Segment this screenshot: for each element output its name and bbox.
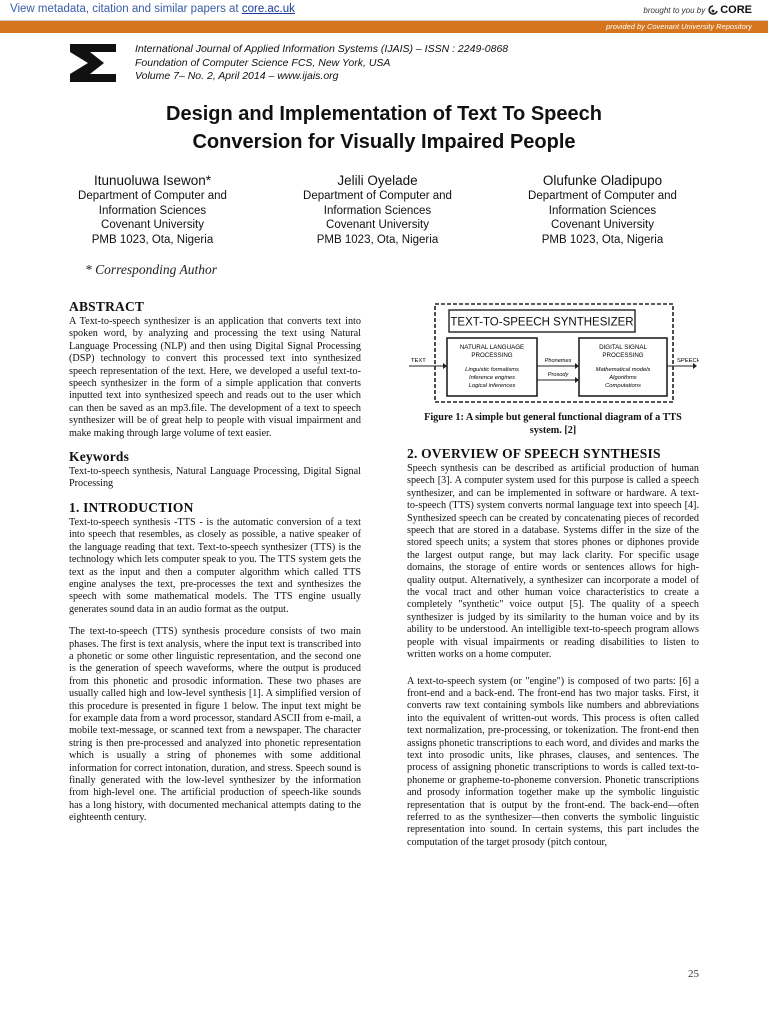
provided-by-bar bbox=[0, 21, 768, 33]
core-banner bbox=[0, 0, 768, 32]
prosody-label: Prosody bbox=[547, 372, 569, 378]
page-number: 25 bbox=[688, 968, 699, 980]
tts-diagram-svg bbox=[407, 300, 699, 406]
dsp-title-1: DIGITAL SIGNAL bbox=[599, 344, 647, 351]
right-column bbox=[407, 298, 699, 849]
nlp-item: Logical inferences bbox=[468, 383, 516, 389]
left-column bbox=[69, 298, 361, 825]
keywords-text: Text-to-speech synthesis, Natural Language Processing, Digital Signal Processing bbox=[69, 466, 361, 490]
author-name: Olufunke Oladipupo bbox=[542, 173, 663, 188]
nlp-title-1: NATURAL LANGUAGE bbox=[459, 344, 525, 351]
phonemes-label: Phonemes bbox=[544, 358, 572, 364]
author-name: Jelili Oyelade bbox=[337, 173, 418, 188]
metadata-text: View metadata, citation and similar papers at bbox=[10, 3, 239, 15]
author-name: Itunuoluwa Isewon* bbox=[93, 173, 212, 188]
author-dept-2: Information Sciences bbox=[548, 204, 657, 217]
author-block bbox=[265, 172, 490, 247]
metadata-link-text bbox=[10, 3, 295, 15]
author-university: Covenant University bbox=[101, 219, 204, 231]
core-brand: CORE bbox=[720, 4, 752, 16]
author-dept-1: Department of Computer and bbox=[78, 190, 227, 202]
author-dept-1: Department of Computer and bbox=[528, 190, 677, 202]
core-banner-row bbox=[0, 0, 768, 21]
author-block bbox=[40, 172, 265, 247]
dsp-title-2: PROCESSING bbox=[602, 352, 644, 359]
author-university: Covenant University bbox=[551, 219, 654, 231]
introduction-heading: 1. INTRODUCTION bbox=[69, 499, 194, 515]
brought-by bbox=[643, 4, 752, 16]
corresponding-author-note: * Corresponding Author bbox=[85, 262, 218, 277]
core-logo[interactable] bbox=[708, 4, 752, 16]
introduction-paragraph-2: The text-to-speech (TTS) synthesis procedure consists of two main phases. The first is text analysis, where the input text is transcribed into a phonetic or some other linguistic representation, and the second one is the generation of speech waveforms, where the output is produced from this phonetic and prosodic information. These two phases are usually called high and low-level synthesis [1]. A simplified version of this procedure is presented in figure 1 below. The input text might be for example data from a word processor, standard ASCII from e-mail, a mobile text-message, or scanned text from a newspaper. The character string is then pre-processed and analyzed into phonetic representation which is usually a string of phonemes with some additional information for correct intonation, duration, and stress. Speech sound is finally generated with the low-level synthesizer by the information from high-level one. The artificial production of speech-like sounds has a long history, with documented mechanical attempts dating to the eighteenth century. bbox=[69, 626, 361, 824]
author-address: PMB 1023, Ota, Nigeria bbox=[91, 233, 214, 246]
journal-publisher: Foundation of Computer Science FCS, New York, USA bbox=[135, 56, 391, 69]
author-dept-2: Information Sciences bbox=[323, 204, 432, 217]
journal-name: International Journal of Applied Information Systems (IJAIS) – ISSN : 2249-0868 bbox=[135, 43, 509, 55]
core-logo-icon bbox=[708, 5, 718, 16]
dsp-item: Algorithms bbox=[609, 375, 637, 381]
synth-title: TEXT-TO-SPEECH SYNTHESIZER bbox=[450, 316, 634, 329]
title-line-2: Conversion for Visually Impaired People bbox=[192, 131, 576, 153]
journal-logo-icon bbox=[70, 44, 116, 82]
author-dept-2: Information Sciences bbox=[98, 204, 207, 217]
core-link[interactable]: core.ac.uk bbox=[241, 3, 295, 15]
introduction-paragraph-1: Text-to-speech synthesis -TTS - is the automatic conversion of a text into speech that resembles, as closely as possible, a native speaker of the language reading that text. Text-to-speech synthesizer (TTS) is the technology which lets computer speak to you. The TTS system gets the text as the input and then a computer algorithm which called TTS engine analyses the text, pre-processes the text and synthesizes the speech with some mathematical models. The TTS engine usually generates sound data in an audio format as the output. bbox=[69, 516, 361, 615]
dsp-item: Mathematical models bbox=[595, 367, 651, 373]
overview-paragraph-1: Speech synthesis can be described as artificial production of human speech [3]. A computer system used for this purpose is called a speech synthesizer, and can be implemented in software or hardware. A text-to-speech (TTS) system converts normal language text into speech [4]. Synthesized speech can be created by concatenating pieces of recorded speech that are stored in a database. Systems differ in the size of the stored speech units; a system that stores phones or diphones provide the largest output range, but may lack clarity. For specific usage domains, the storage of entire words or sentences allows for high-quality output. Alternatively, a synthesizer can incorporate a model of the vocal tract and other human voice characteristics to create a completely "synthetic" voice output [5]. The quality of a speech synthesizer is judged by its similarity to the human voice and by its ability to be understood. An intelligible text-to-speech program allows people with visual impairments or reading disabilities to listen to written works on a home computer. bbox=[407, 463, 699, 661]
keywords-heading: Keywords bbox=[69, 449, 130, 465]
dsp-item: Computations bbox=[605, 383, 641, 389]
author-list bbox=[40, 172, 728, 252]
abstract-heading: ABSTRACT bbox=[69, 299, 145, 314]
tts-diagram bbox=[407, 300, 699, 406]
figure-caption: Figure 1: A simple but general functional diagram of a TTS system. [2] bbox=[424, 412, 682, 436]
brought-by-text: brought to you by bbox=[643, 5, 706, 15]
author-address: PMB 1023, Ota, Nigeria bbox=[316, 233, 439, 246]
abstract-text: A Text-to-speech synthesizer is an application that converts text into spoken word, by analyzing and processing the text using Natural Language Processing (NLP) and then using Digital Signal Processing (DSP) technology to convert this processed text into synthesized speech representation of the text. Here, we developed a useful text-to-speech synthesizer in the form of a simple application that converts inputted text into synthesized speech and reads out to the user which can then be saved as an mp3.file. The development of a text to speech synthesizer will be of great help to people with visual impairment and make making through large volume of text easier. bbox=[69, 316, 361, 439]
author-university: Covenant University bbox=[326, 219, 429, 231]
paper-title bbox=[40, 100, 728, 156]
author-dept-1: Department of Computer and bbox=[303, 190, 452, 202]
text-input-label: TEXT bbox=[411, 358, 426, 364]
author-block bbox=[490, 172, 715, 247]
nlp-item: Linguistic formalisms bbox=[465, 367, 519, 373]
overview-paragraph-2: A text-to-speech system (or "engine") is composed of two parts: [6] a front-end and a back-end. The front-end has two major tasks. First, it converts raw text containing symbols like numbers and abbreviations into the equivalent of written-out words. This process is often called text normalization, pre-processing, or tokenization. The front-end then assigns phonetic transcriptions to each word, and divides and marks the text into prosodic units, like phrases, clauses, and sentences. The process of assigning phonetic transcriptions to words is called text-to-phoneme or grapheme-to-phoneme conversion. Phonetic transcriptions and prosody information together make up the symbolic linguistic representation that is output by the front-end. The back-end—often referred to as the synthesizer—then converts the symbolic linguistic representation into sound. In certain systems, this part includes the computation of the target prosody (pitch contour, bbox=[407, 675, 699, 848]
author-address: PMB 1023, Ota, Nigeria bbox=[541, 233, 664, 246]
title-line-1: Design and Implementation of Text To Speech bbox=[166, 103, 602, 125]
overview-heading: 2. OVERVIEW OF SPEECH SYNTHESIS bbox=[407, 446, 661, 461]
nlp-item: Inference engines bbox=[468, 375, 516, 381]
journal-info bbox=[135, 43, 508, 84]
nlp-title-2: PROCESSING bbox=[471, 352, 513, 359]
speech-output-label: SPEECH bbox=[677, 358, 699, 364]
journal-volume: Volume 7– No. 2, April 2014 – www.ijais.org bbox=[135, 70, 339, 82]
provided-by-text: provided by Covenant University Repository bbox=[606, 22, 752, 31]
